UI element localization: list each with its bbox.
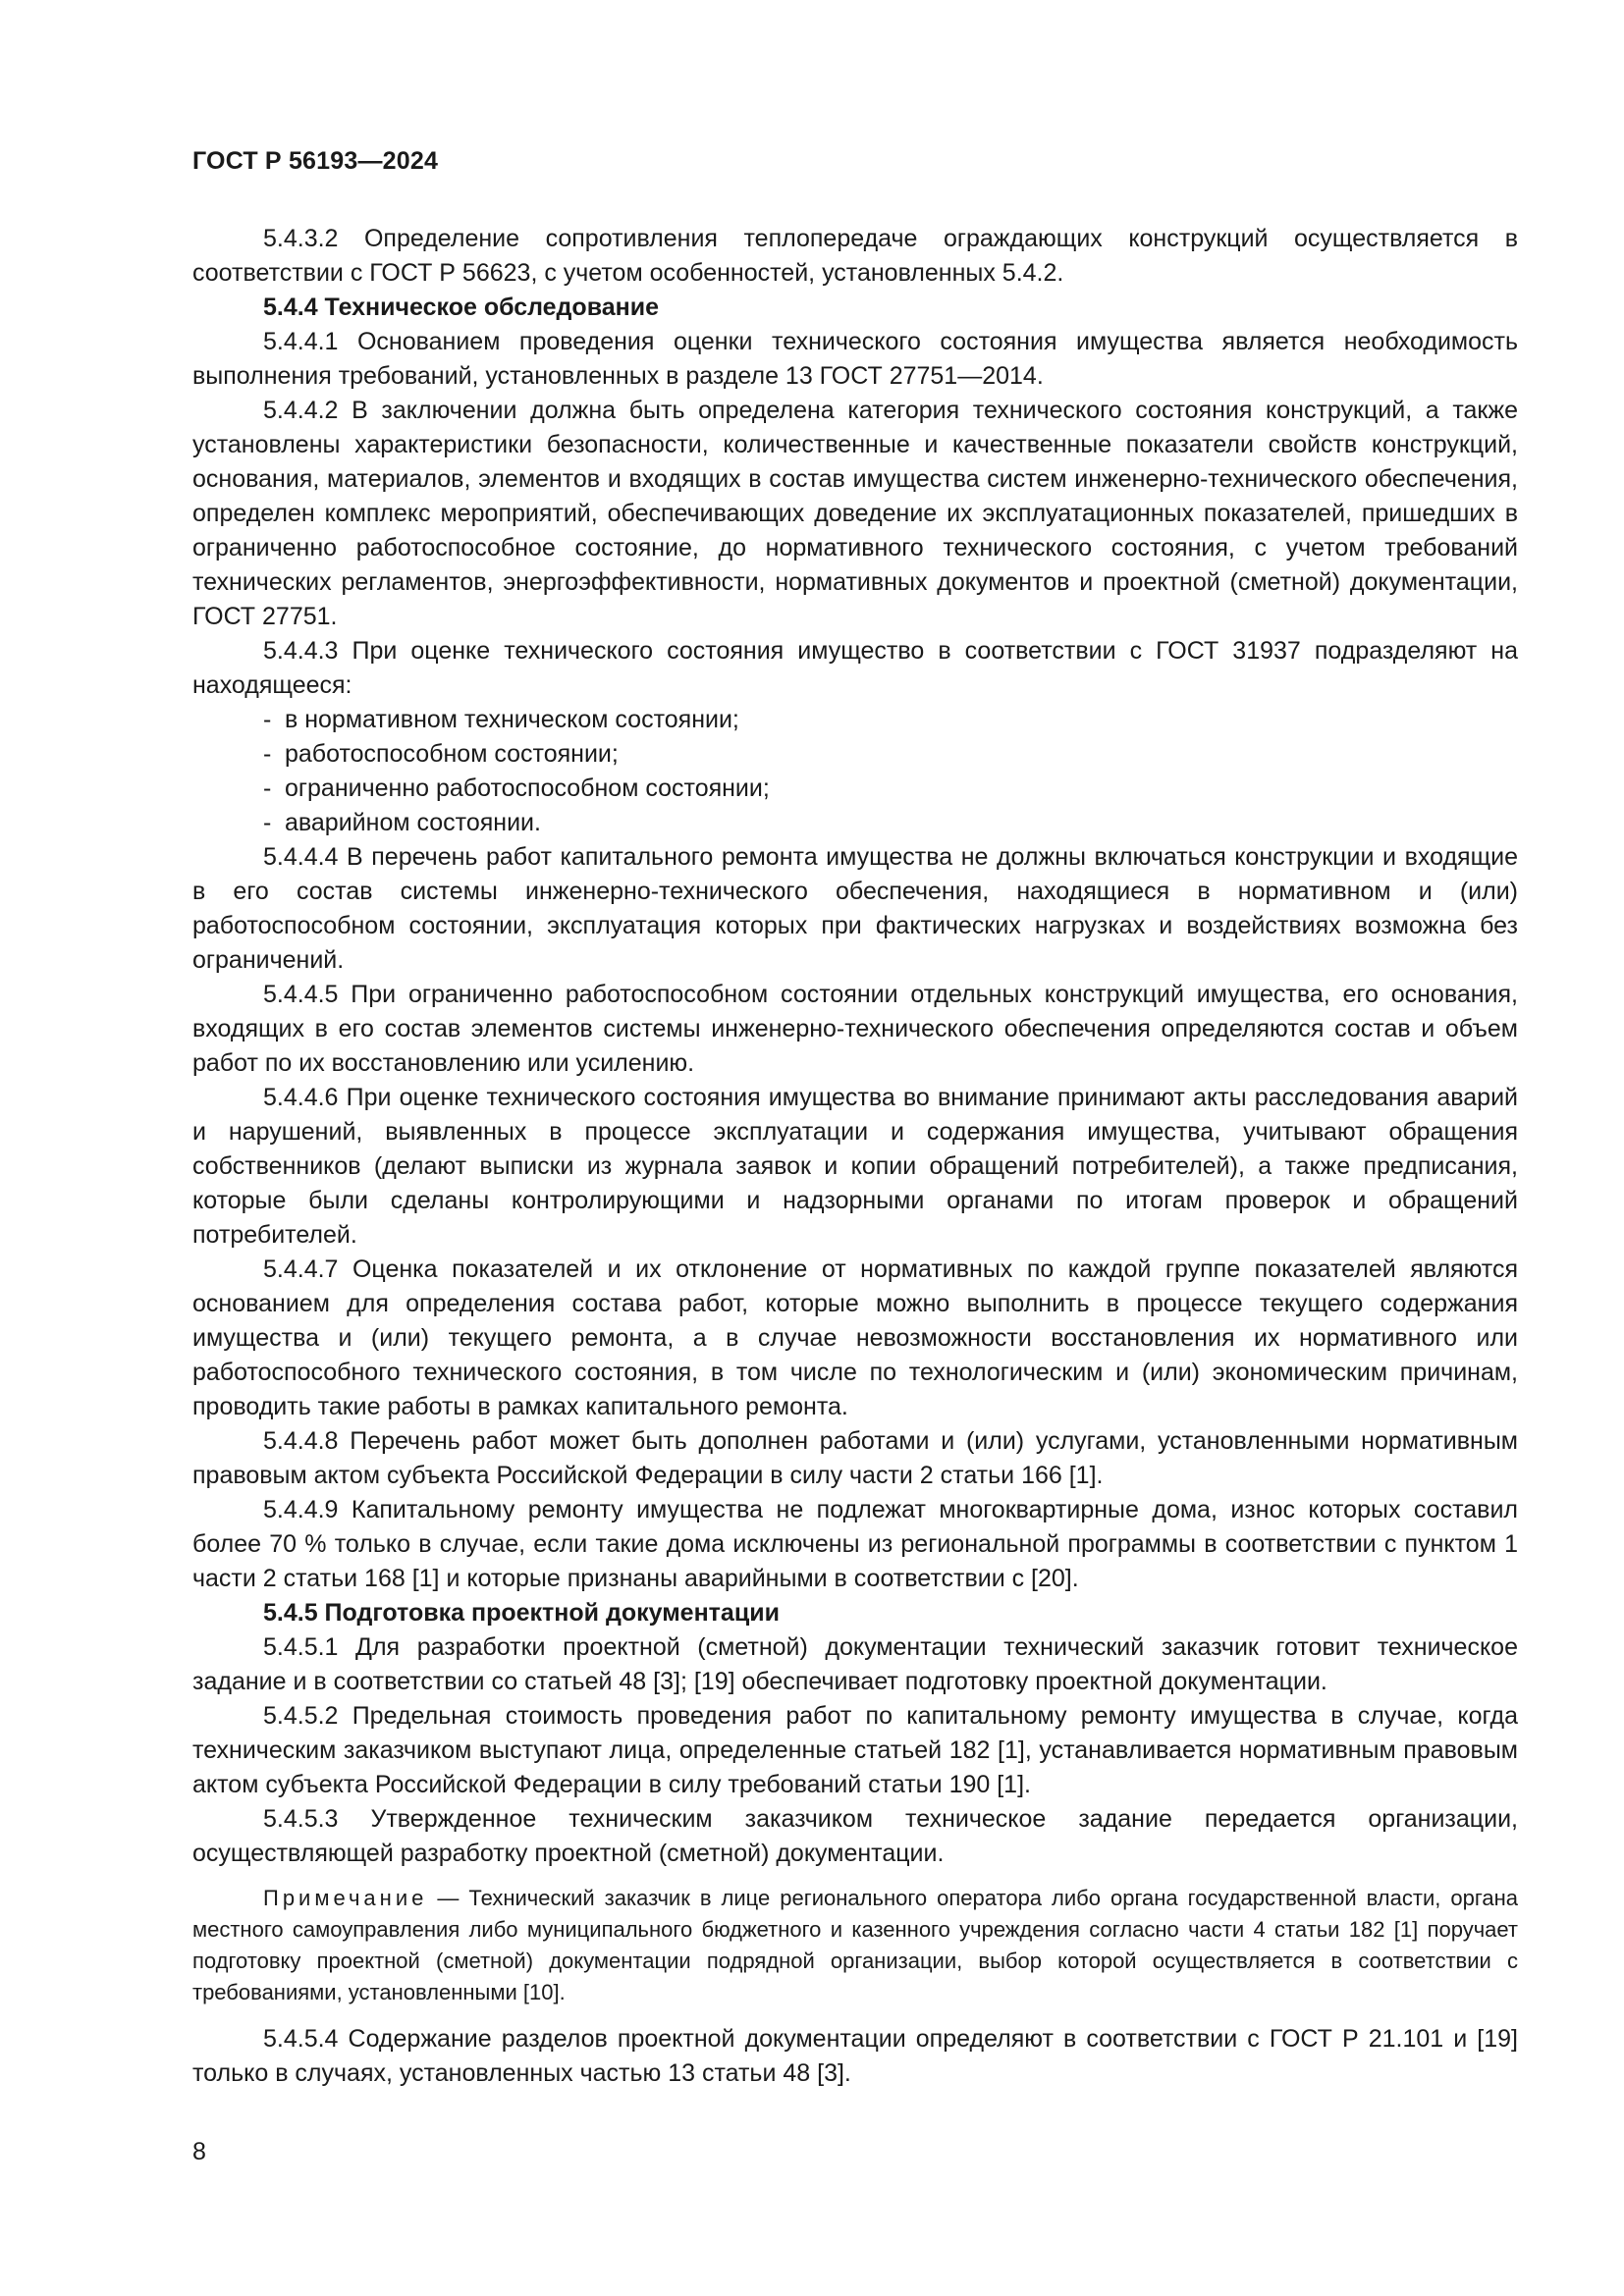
paragraph-5-4-4-3: 5.4.4.3 При оценке технического состояния имущество в соответствии с ГОСТ 31937 подразделяют на находящееся: — [192, 637, 1518, 699]
list-item: - работоспособном состоянии; — [263, 740, 619, 768]
paragraph-5-4-3-2: 5.4.3.2 Определение сопротивления теплопередаче ограждающих конструкций осуществляется в соответствии с ГОСТ Р 56623, с учетом особенностей, установленных 5.4.2. — [192, 225, 1518, 287]
paragraph-5-4-5-3: 5.4.5.3 Утвержденное техническим заказчиком техническое задание передается организации, осуществляющей разработку проектной (сметной) документации. — [192, 1805, 1518, 1867]
document-header: ГОСТ Р 56193—2024 — [192, 147, 439, 175]
note-paragraph — [192, 1883, 1518, 2008]
paragraph-5-4-4-6: 5.4.4.6 При оценке технического состояния имущества во внимание принимают акты расследования аварий и нарушений, выявленных в процессе эксплуатации и содержания имущества, учитывают обращения собственников (делают выписки из журнала заявок и копии обращений потребителей), а также предписания, которые были сделаны контролирующими и надзорными органами по итогам проверок и обращений потребителей. — [192, 1084, 1518, 1249]
paragraph-5-4-5-4: 5.4.5.4 Содержание разделов проектной документации определяют в соответствии с ГОСТ Р 21.101 и [19] только в случаях, установленных частью 13 статьи 48 [3]. — [192, 2025, 1518, 2087]
paragraph-5-4-4-5: 5.4.4.5 При ограниченно работоспособном состоянии отдельных конструкций имущества, его основания, входящих в его состав элементов системы инженерно-технического обеспечения определяются состав и объем работ по их восстановлению или усилению. — [192, 981, 1518, 1077]
paragraph-5-4-5-2: 5.4.5.2 Предельная стоимость проведения работ по капитальному ремонту имущества в случае, когда техническим заказчиком выступают лица, определенные статьей 182 [1], устанавливается нормативным правовым актом субъекта Российской Федерации в силу требований статьи 190 [1]. — [192, 1702, 1518, 1798]
list-item: - ограниченно работоспособном состоянии; — [263, 774, 770, 802]
paragraph-5-4-4-4: 5.4.4.4 В перечень работ капитального ремонта имущества не должны включаться конструкции и входящие в его состав системы инженерно-технического обеспечения, находящиеся в нормативном и (или) работоспособном состоянии, эксплуатация которых при фактических нагрузках и воздействиях возможна без ограничений. — [192, 843, 1518, 974]
page-number: 8 — [192, 2138, 206, 2165]
note-label: Примечание — [263, 1886, 428, 1910]
list-item: - в нормативном техническом состоянии; — [263, 706, 739, 733]
paragraph-5-4-4-7: 5.4.4.7 Оценка показателей и их отклонение от нормативных по каждой группе показателей являются основанием для определения состава работ, которые можно выполнить в процессе текущего содержания имущества и (или) текущего ремонта, а в случае невозможности восстановления их нормативного или работоспособного технического состояния, в том числе по технологическим и (или) экономическим причинам, проводить такие работы в рамках капитального ремонта. — [192, 1255, 1518, 1420]
section-heading-5-4-4: 5.4.4 Техническое обследование — [263, 294, 660, 321]
paragraph-5-4-5-1: 5.4.5.1 Для разработки проектной (сметной) документации технический заказчик готовит техническое задание и в соответствии со статьей 48 [3]; [19] обеспечивает подготовку проектной документации. — [192, 1633, 1518, 1695]
paragraph-5-4-4-2: 5.4.4.2 В заключении должна быть определена категория технического состояния конструкций, а также установлены характеристики безопасности, количественные и качественные показатели свойств конструкций, основания, материалов, элементов и входящих в состав имущества систем инженерно-технического обеспечения, определен комплекс мероприятий, обеспечивающих доведение их эксплуатационных показателей, пришедших в ограниченно работоспособное состояние, до нормативного технического состояния, с учетом требований технических регламентов, энергоэффективности, нормативных документов и проектной (сметной) документации, ГОСТ 27751. — [192, 397, 1518, 630]
section-heading-5-4-5: 5.4.5 Подготовка проектной документации — [263, 1599, 780, 1627]
paragraph-5-4-4-8: 5.4.4.8 Перечень работ может быть дополнен работами и (или) услугами, установленными нормативным правовым актом субъекта Российской Федерации в силу части 2 статьи 166 [1]. — [192, 1427, 1518, 1489]
note-text: — Технический заказчик в лице регионального оператора либо органа государственной власти, органа местного самоуправления либо муниципального бюджетного и казенного учреждения согласно части 4 статьи 182 [1] поручает подготовку проектной (сметной) документации подрядной организации, выбор которой осуществляется в соответствии с требованиями, установленными [10]. — [192, 1886, 1518, 2004]
paragraph-5-4-4-9: 5.4.4.9 Капитальному ремонту имущества не подлежат многоквартирные дома, износ которых составил более 70 % только в случае, если такие дома исключены из региональной программы в соответствии с пунктом 1 части 2 статьи 168 [1] и которые признаны аварийными в соответствии с [20]. — [192, 1496, 1518, 1592]
list-item: - аварийном состоянии. — [263, 809, 541, 836]
document-body — [192, 222, 1518, 2091]
paragraph-5-4-4-1: 5.4.4.1 Основанием проведения оценки технического состояния имущества является необходимость выполнения требований, установленных в разделе 13 ГОСТ 27751—2014. — [192, 328, 1518, 390]
